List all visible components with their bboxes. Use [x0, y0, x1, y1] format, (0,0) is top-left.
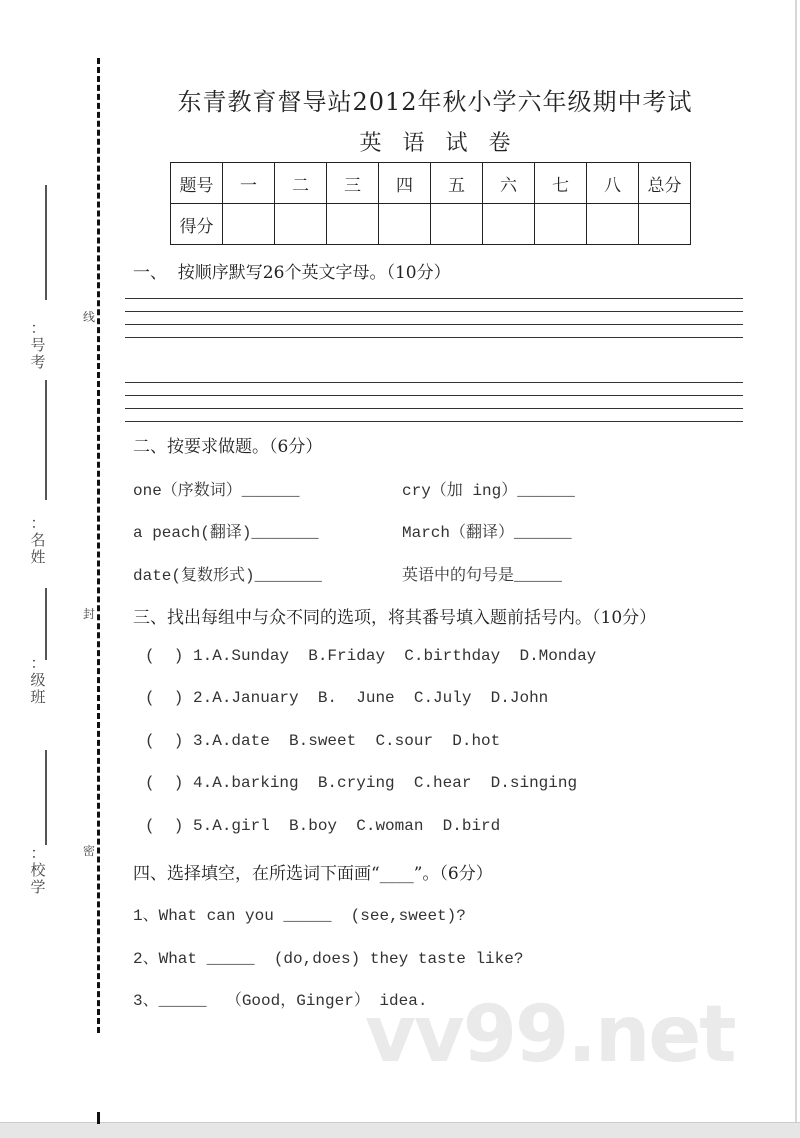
- class-label: ：级班: [30, 654, 46, 706]
- score-cell: [587, 204, 639, 245]
- mark-mi: 密: [83, 844, 96, 858]
- mark-feng: 封: [83, 607, 96, 621]
- section3-item: ( ) 4.A.barking B.crying C.hear D.singing: [145, 774, 578, 792]
- score-cell: [535, 204, 587, 245]
- exam-number-label: ：号考: [30, 319, 46, 371]
- score-cell: [379, 204, 431, 245]
- writing-line: [125, 337, 743, 338]
- exam-number-line: [45, 185, 47, 300]
- header-cell: 二: [275, 163, 327, 204]
- header-cell: 一: [223, 163, 275, 204]
- writing-line: [125, 382, 743, 383]
- writing-line: [125, 395, 743, 396]
- score-cell: [639, 204, 691, 245]
- header-cell: 三: [327, 163, 379, 204]
- page-edge: [795, 0, 797, 1122]
- page-title: 东青教育督导站2012年秋小学六年级期中考试: [177, 88, 693, 116]
- binding-dashed-line-tail: [97, 1112, 100, 1124]
- score-cell: [431, 204, 483, 245]
- school-line: [45, 750, 47, 845]
- section3-heading: 三、找出每组中与众不同的选项，将其番号填入题前括号内。（10分）: [133, 608, 657, 628]
- score-cell: [223, 204, 275, 245]
- writing-line: [125, 408, 743, 409]
- section2-item: 英语中的句号是_____: [402, 567, 563, 585]
- header-cell: 四: [379, 163, 431, 204]
- class-line: [45, 588, 47, 660]
- header-cell: 题号: [171, 163, 223, 204]
- name-label: ：名姓: [30, 514, 46, 566]
- section3-item: ( ) 3.A.date B.sweet C.sour D.hot: [145, 732, 501, 750]
- header-cell: 六: [483, 163, 535, 204]
- name-line: [45, 380, 47, 500]
- writing-line: [125, 421, 743, 422]
- section1-heading: 一、 按顺序默写26个英文字母。（10分）: [133, 263, 451, 283]
- writing-line: [125, 298, 743, 299]
- section2-heading: 二、按要求做题。（6分）: [133, 437, 323, 457]
- writing-line: [125, 311, 743, 312]
- section2-item: cry（加 ing）______: [402, 482, 575, 500]
- score-cell: [483, 204, 535, 245]
- writing-line: [125, 324, 743, 325]
- section3-item: ( ) 2.A.January B. June C.July D.John: [145, 689, 549, 707]
- section2-item: a peach(翻译)_______: [133, 524, 319, 542]
- watermark: vv99.net: [365, 990, 735, 1080]
- score-table-header-row: [171, 163, 691, 204]
- mark-xian: 线: [83, 310, 96, 324]
- section2-item: March（翻译）______: [402, 524, 572, 542]
- section4-item: 1、What can you _____ (see,sweet)?: [133, 907, 466, 925]
- score-cell: [327, 204, 379, 245]
- school-label: ：校学: [30, 844, 46, 896]
- section4-item: 2、What _____ (do,does) they taste like?: [133, 950, 524, 968]
- section4-item: 3、_____ （Good，Ginger） idea.: [133, 992, 428, 1010]
- bottom-scrollbar[interactable]: [0, 1122, 800, 1138]
- score-table-score-row: [171, 204, 691, 245]
- section3-item: ( ) 5.A.girl B.boy C.woman D.bird: [145, 817, 501, 835]
- section2-item: one（序数词）______: [133, 482, 300, 500]
- header-cell: 八: [587, 163, 639, 204]
- header-cell: 五: [431, 163, 483, 204]
- page-subtitle: 英 语 试 卷: [359, 131, 511, 156]
- section2-item: date(复数形式)_______: [133, 567, 322, 585]
- header-cell: 七: [535, 163, 587, 204]
- score-cell: [275, 204, 327, 245]
- section4-heading: 四、选择填空，在所选词下面画“____”。（6分）: [133, 864, 493, 884]
- binding-dashed-line: [97, 58, 100, 1033]
- section3-item: ( ) 1.A.Sunday B.Friday C.birthday D.Monday: [145, 647, 597, 665]
- header-cell: 总分: [639, 163, 691, 204]
- row-label: 得分: [171, 204, 223, 245]
- score-table: [170, 162, 691, 245]
